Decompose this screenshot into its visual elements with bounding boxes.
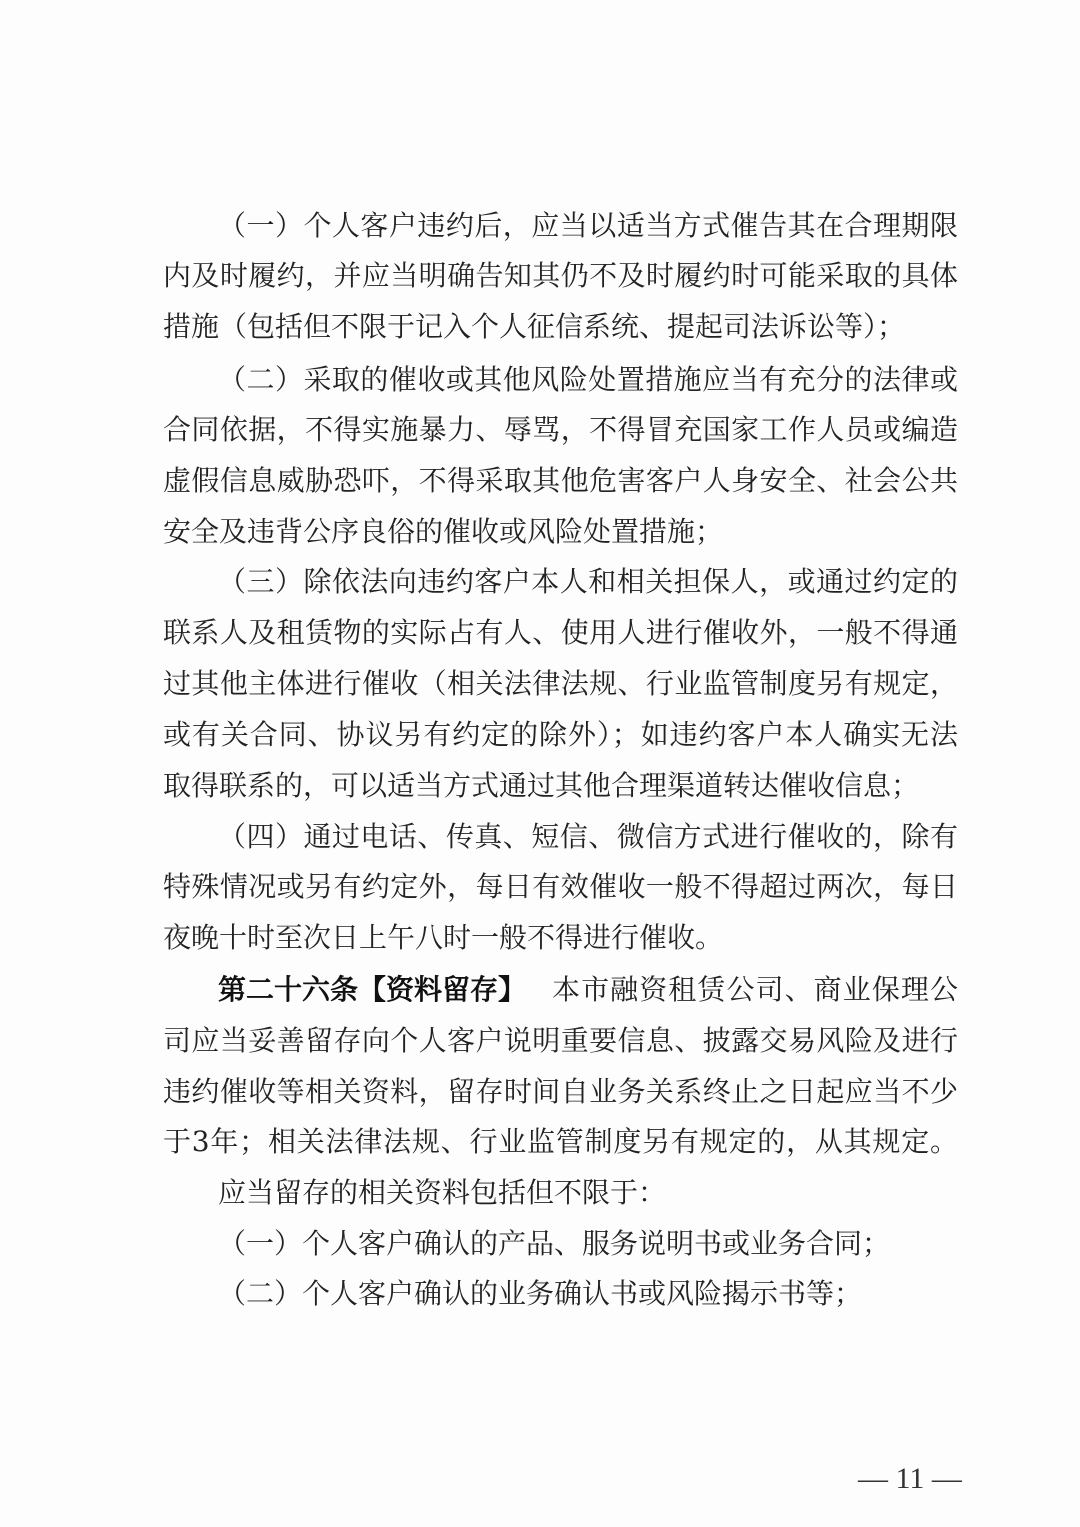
text-line: 措施（包括但不限于记入个人征信系统、提起司法诉讼等）；: [163, 310, 906, 343]
text-line: （一）个人客户违约后，应当以适当方式催告其在合理期限: [218, 209, 958, 242]
text-line: （二）个人客户确认的业务确认书或风险揭示书等；: [218, 1277, 863, 1310]
text-line: 于3年；相关法律法规、行业监管制度另有规定的，从其规定。: [163, 1125, 958, 1158]
text-line: 司应当妥善留存向个人客户说明重要信息、披露交易风险及进行: [163, 1024, 958, 1057]
text-line: （一）个人客户确认的产品、服务说明书或业务合同；: [218, 1227, 891, 1260]
text-line: 应当留存的相关资料包括但不限于：: [218, 1176, 667, 1209]
text-line: 安全及违背公序良俗的催收或风险处置措施；: [163, 515, 724, 548]
text-line: 或有关合同、协议另有约定的除外）；如违约客户本人确实无法: [163, 718, 958, 751]
text-line: 违约催收等相关资料，留存时间自业务关系终止之日起应当不少: [163, 1075, 958, 1108]
text-line: 联系人及租赁物的实际占有人、使用人进行催收外，一般不得通: [163, 616, 958, 649]
text-line: 内及时履约，并应当明确告知其仍不及时履约时可能采取的具体: [163, 259, 958, 292]
text-line: （三）除依法向违约客户本人和相关担保人，或通过约定的: [218, 565, 958, 598]
text-line: 过其他主体进行催收（相关法律法规、行业监管制度另有规定，: [163, 667, 958, 700]
text-line: （二）采取的催收或其他风险处置措施应当有充分的法律或: [218, 363, 958, 396]
text-line: 取得联系的，可以适当方式通过其他合理渠道转达催收信息；: [163, 769, 920, 802]
text-line: 合同依据，不得实施暴力、辱骂，不得冒充国家工作人员或编造: [163, 413, 958, 446]
text-line: （四）通过电话、传真、短信、微信方式进行催收的，除有: [218, 820, 958, 853]
text-line: 虚假信息威胁恐吓，不得采取其他危害客户人身安全、社会公共: [163, 464, 958, 497]
text-line: 特殊情况或另有约定外，每日有效催收一般不得超过两次，每日: [163, 870, 958, 903]
article-heading: 第二十六条【资料留存】: [218, 973, 527, 1006]
text-line: 本市融资租赁公司、商业保理公: [552, 973, 958, 1006]
text-line: 夜晚十时至次日上午八时一般不得进行催收。: [163, 921, 724, 954]
page-number: — 11 —: [858, 1462, 962, 1495]
